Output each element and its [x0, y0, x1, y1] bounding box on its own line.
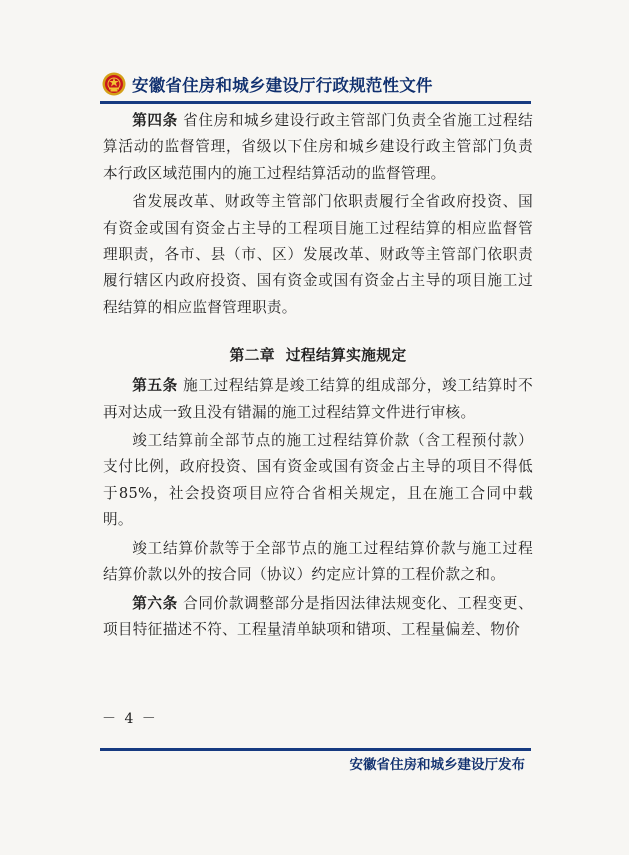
- national-emblem-icon: [102, 72, 126, 96]
- document-body: [103, 108, 533, 643]
- article-5-paragraph: [103, 373, 533, 426]
- article-5-text: 施工过程结算是竣工结算的组成部分，竣工结算时不再对达成一致且没有错漏的施工过程结算文件进行审核。: [103, 377, 533, 421]
- chapter-heading: 第二章 过程结算实施规定: [229, 347, 407, 365]
- footer-divider: [100, 748, 531, 751]
- page-number: － 4 －: [102, 711, 158, 727]
- article-5-label: 第五条: [132, 377, 178, 395]
- article-6-paragraph: [103, 591, 533, 644]
- document-header: [102, 70, 433, 98]
- footer-publisher: 安徽省住房和城乡建设厅发布: [349, 757, 525, 773]
- article-5-paragraph-3: 竣工结算价款等于全部节点的施工过程结算价款与施工过程结算价款以外的按合同（协议）约定应计算的工程价款之和。: [103, 539, 533, 584]
- article-6-label: 第六条: [132, 594, 178, 612]
- article-5-paragraph-2: 竣工结算前全部节点的施工过程结算价款（含工程预付款）支付比例，政府投资、国有资金或国有资金占主导的项目不得低于85%，社会投资项目应符合省相关规定，且在施工合同中载明。: [103, 432, 533, 529]
- header-title: 安徽省住房和城乡建设厅行政规范性文件: [132, 76, 433, 95]
- article-4-paragraph: [103, 108, 533, 187]
- article-4-paragraph-2: 省发展改革、财政等主管部门依职责履行全省政府投资、国有资金或国有资金占主导的工程项目施工过程结算的相应监督管理职责，各市、县（市、区）发展改革、财政等主管部门依职责履行辖区内政府投资、国有资金或国有资金占主导的项目施工过程结算的相应监督管理职责。: [103, 193, 533, 316]
- header-divider: [100, 101, 531, 104]
- article-4-label: 第四条: [132, 112, 178, 129]
- article-4-text: 省住房和城乡建设行政主管部门负责全省施工过程结算活动的监督管理，省级以下住房和城乡建设行政主管部门负责本行政区域范围内的施工过程结算活动的监督管理。: [103, 112, 533, 182]
- article-6-text: 合同价款调整部分是指因法律法规变化、工程变更、项目特征描述不符、工程量清单缺项和错项、工程量偏差、物价: [103, 594, 533, 638]
